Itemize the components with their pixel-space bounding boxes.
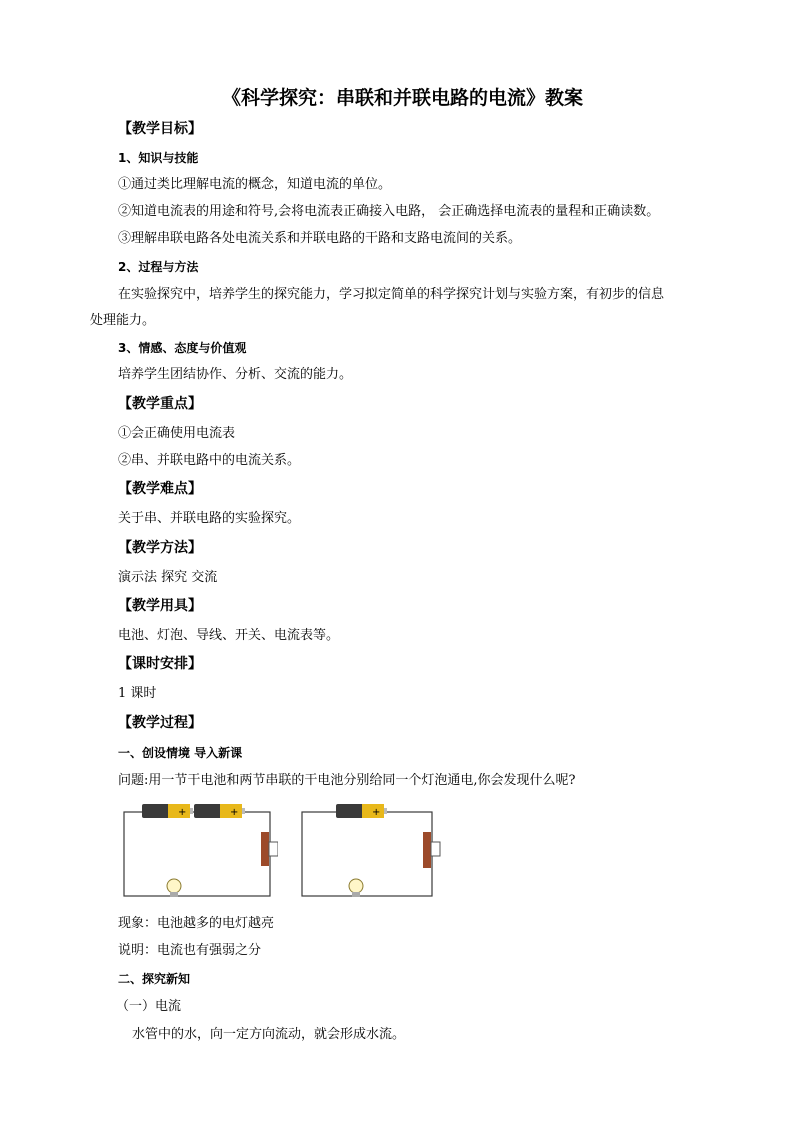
page-title: 《科学探究：串联和并联电路的电流》教案 — [222, 87, 584, 109]
objective-item-1: ①通过类比理解电流的概念，知道电流的单位。 — [118, 177, 392, 192]
attitude-text: 培养学生团结协作、分析、交流的能力。 — [118, 367, 353, 382]
part2-heading: 二、探究新知 — [118, 972, 191, 986]
objective-item-3: ③理解串联电路各处电流关系和并联电路的干路和支路电流间的关系。 — [118, 231, 522, 246]
part1-heading: 一、创设情境 导入新课 — [118, 746, 243, 760]
method-heading: 【教学方法】 — [118, 540, 202, 556]
circuit-diagram-two-batteries — [118, 800, 278, 902]
knowledge-heading: 1、知识与技能 — [118, 151, 199, 165]
battery-plus-label: + — [230, 807, 239, 818]
battery-icon — [194, 804, 245, 818]
phenomenon-text: 现象：电池越多的电灯越亮 — [118, 916, 275, 931]
objective-item-2: ②知道电流表的用途和符号,会将电流表正确接入电路， 会正确选择电流表的量程和正确读数。 — [118, 204, 660, 219]
process-method-heading: 2、过程与方法 — [118, 260, 199, 274]
process-method-line-2: 处理能力。 — [90, 313, 156, 328]
question-text: 问题:用一节干电池和两节串联的干电池分别给同一个灯泡通电,你会发现什么呢? — [118, 773, 576, 788]
bulb-icon — [349, 879, 363, 897]
battery-plus-label: + — [178, 807, 187, 818]
difficulty-heading: 【教学难点】 — [118, 481, 202, 497]
part2-subheading: （一）电流 — [116, 999, 182, 1014]
circuit-wire — [302, 812, 432, 896]
tools-heading: 【教学用具】 — [118, 598, 202, 614]
bulb-icon — [167, 879, 181, 897]
process-heading: 【教学过程】 — [118, 715, 202, 731]
circuit-wire — [124, 812, 270, 896]
method-text: 演示法 探究 交流 — [118, 570, 218, 585]
key-point-1: ①会正确使用电流表 — [118, 426, 236, 441]
difficulty-text: 关于串、并联电路的实验探究。 — [118, 511, 301, 526]
attitude-heading: 3、情感、态度与价值观 — [118, 341, 247, 355]
key-point-2: ②串、并联电路中的电流关系。 — [118, 453, 301, 468]
battery-icon — [336, 804, 387, 818]
tools-text: 电池、灯泡、导线、开关、电流表等。 — [118, 628, 340, 643]
process-method-line-1: 在实验探究中，培养学生的探究能力，学习拟定简单的科学探究计划与实验方案，有初步的信息 — [118, 287, 665, 302]
schedule-heading: 【课时安排】 — [118, 656, 202, 672]
schedule-text: 1 课时 — [118, 686, 157, 701]
objectives-heading: 【教学目标】 — [118, 121, 202, 137]
battery-plus-label: + — [372, 807, 381, 818]
explanation-text: 说明：电流也有强弱之分 — [118, 943, 262, 958]
water-analogy-text: 水管中的水，向一定方向流动，就会形成水流。 — [132, 1027, 406, 1042]
key-points-heading: 【教学重点】 — [118, 396, 202, 412]
battery-icon — [142, 804, 193, 818]
circuit-diagram-one-battery — [298, 800, 448, 902]
